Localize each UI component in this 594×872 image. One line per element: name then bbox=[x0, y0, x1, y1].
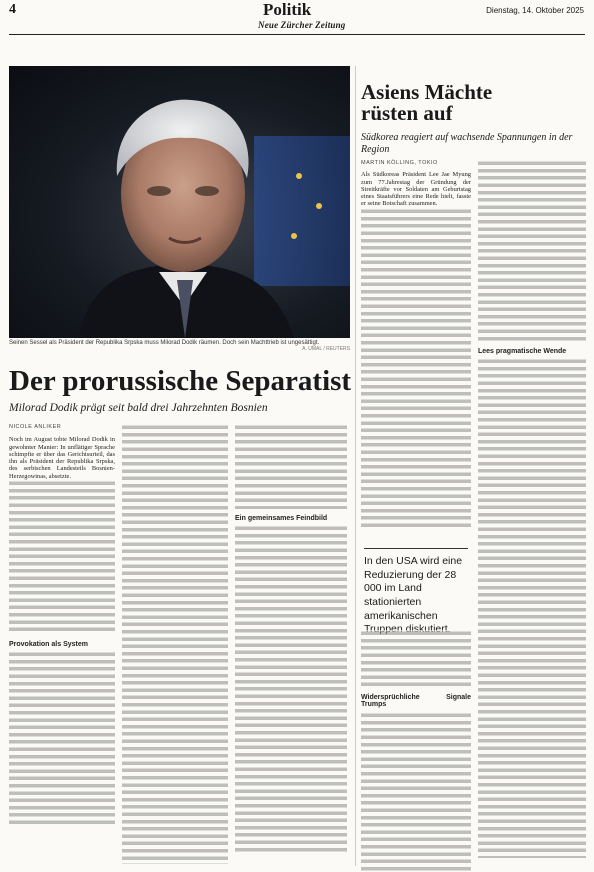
column-divider bbox=[355, 66, 356, 866]
header-rule bbox=[9, 34, 585, 35]
left-lead-paragraph: Noch im August tobte Milorad Dodik in gewohnter Manier: In unflätiger Sprache schimpfte er über das Gerichtsurteil, das ihn als Präsident der Republika Srpska, des serbischen Landesteils Bosnien-Herzegowinas, absetzte. bbox=[9, 436, 115, 480]
page-number: 4 bbox=[9, 2, 16, 17]
right-column-1b bbox=[361, 630, 471, 866]
right-body-text-2 bbox=[361, 630, 471, 688]
left-subheadline: Milorad Dodik prägt seit bald drei Jahrzehnten Bosnien bbox=[9, 402, 268, 414]
right-byline: MARTIN KÖLLING, TOKIO bbox=[361, 160, 438, 166]
portrait-illustration bbox=[9, 66, 350, 338]
right-body-text-4 bbox=[478, 160, 586, 342]
left-byline: NICOLE ANLIKER bbox=[9, 424, 62, 430]
right-column-1 bbox=[361, 160, 471, 540]
right-lead-paragraph: Als Südkoreas Präsident Lee Jae Myung zum 77.Jahrestag der Gründung der Streitkräfte vor Soldaten am Geburtstag eines Staatsführers eine Rede hielt, fasste er seine Botschaft zusammen. bbox=[361, 171, 471, 208]
right-column-2 bbox=[478, 160, 586, 866]
photo-caption bbox=[9, 340, 350, 352]
photo-credit: A. UMAL / REUTERS bbox=[302, 346, 350, 352]
right-body-text-1 bbox=[361, 208, 471, 528]
left-column-1 bbox=[9, 424, 115, 864]
left-subhead-provokation: Provokation als System bbox=[9, 641, 88, 649]
right-body-text-3 bbox=[361, 712, 471, 872]
right-body-text-5 bbox=[478, 358, 586, 858]
left-headline: Der prorussische Separatist bbox=[9, 365, 352, 397]
right-subhead-trump: Widersprüchliche Signale Trumps bbox=[361, 694, 471, 709]
issue-date: Dienstag, 14. Oktober 2025 bbox=[486, 6, 584, 15]
right-headline-line2: rüsten auf bbox=[361, 101, 453, 125]
left-column-3 bbox=[235, 424, 347, 864]
portrait-photo bbox=[9, 66, 350, 338]
right-subhead-lee: Lees pragmatische Wende bbox=[478, 348, 567, 355]
right-headline bbox=[361, 82, 492, 124]
left-subhead-feindbild: Ein gemeinsames Feindbild bbox=[235, 515, 328, 522]
left-body-text-1 bbox=[9, 480, 115, 635]
right-subheadline: Südkorea reagiert auf wachsende Spannungen in der Region bbox=[361, 132, 573, 155]
newspaper-name: Neue Zürcher Zeitung bbox=[258, 20, 346, 30]
left-column-2 bbox=[122, 424, 228, 864]
left-body-text-5 bbox=[235, 525, 347, 855]
caption-text: Seinen Sessel als Präsident der Republika Srpska muss Milorad Dodik räumen. Doch sein Machttrieb ist ungesättigt. bbox=[9, 340, 320, 346]
pull-quote: In den USA wird eine Reduzierung der 28 000 im Land stationierten amerikanischen bbox=[364, 548, 468, 637]
right-headline-line1: Asiens Mächte bbox=[361, 80, 493, 104]
left-body-text-2 bbox=[9, 651, 115, 826]
section-title: Politik bbox=[263, 0, 312, 19]
left-body-text-3 bbox=[122, 424, 228, 864]
left-body-text-4 bbox=[235, 424, 347, 509]
